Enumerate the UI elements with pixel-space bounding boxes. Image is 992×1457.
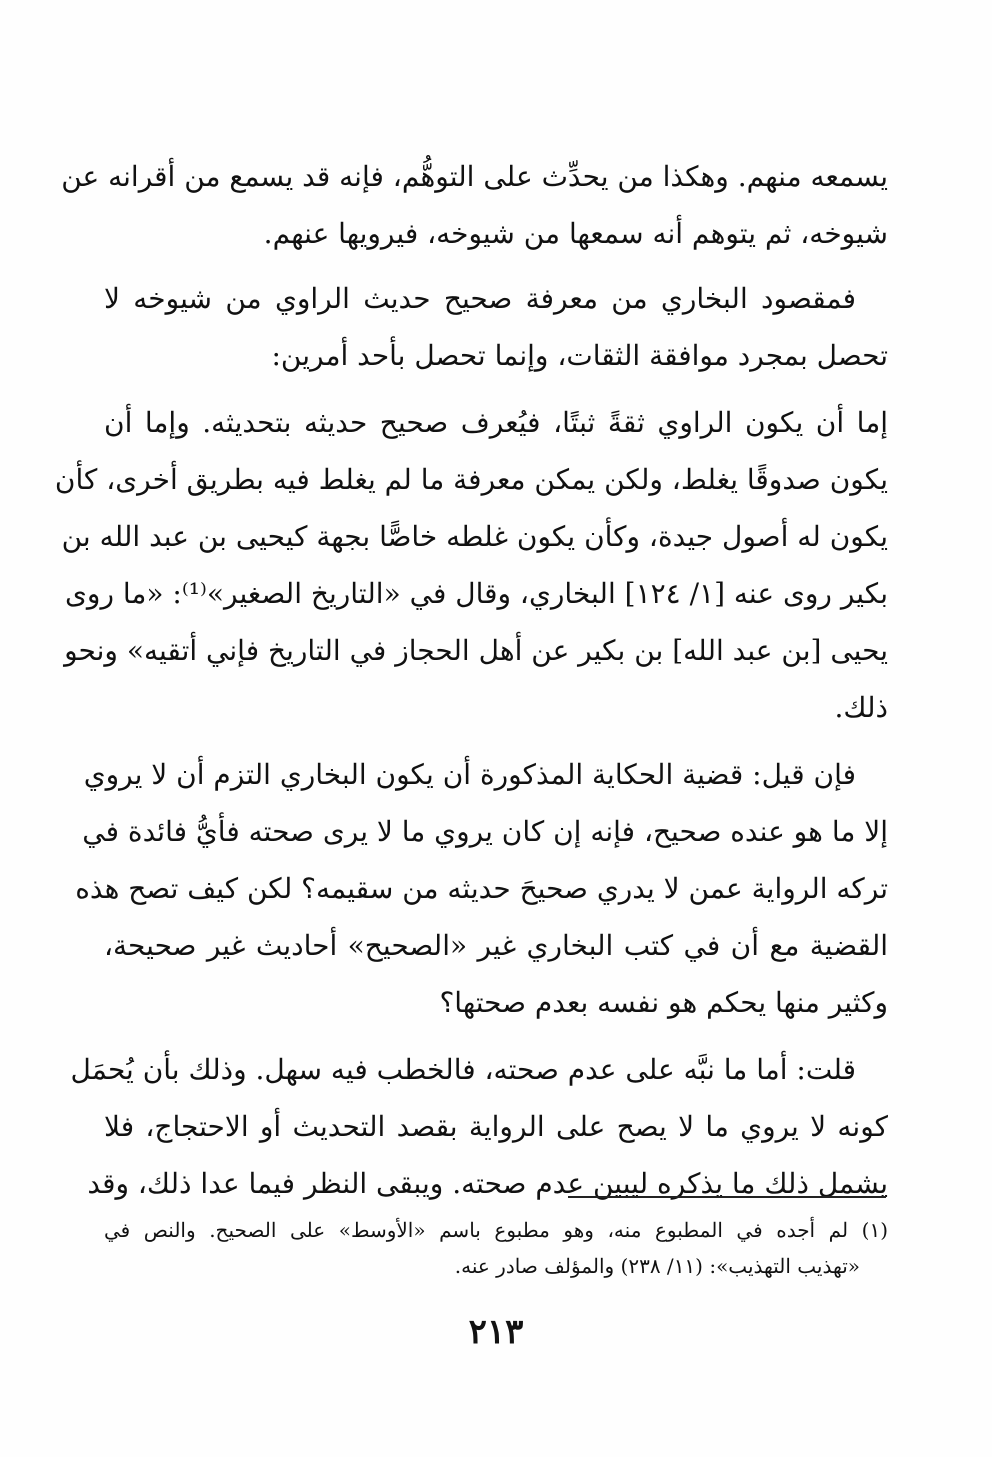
- text-line: تركه الرواية عمن لا يدري صحيحَ حديثه من سقيمه؟ لكن كيف تصح هذه: [75, 872, 888, 905]
- main-text: [54, 148, 888, 1212]
- text-line: يكون له أصول جيدة، وكأن يكون غلطه خاصًّا بجهة كيحيى بن عبد الله بن: [61, 520, 888, 553]
- paragraph-4: [75, 746, 888, 1031]
- text-line: تحصل بمجرد موافقة الثقات، وإنما تحصل بأحد أمرين:: [271, 339, 888, 372]
- paragraph-5: [70, 1041, 888, 1212]
- paragraph-3: [54, 394, 888, 736]
- text-line: كونه لا يروي ما لا يصح على الرواية بقصد التحديث أو الاحتجاج، فلا: [104, 1110, 888, 1143]
- text-line: إلا ما هو عنده صحيح، فإنه إن كان يروي ما لا يرى صحته فأيُّ فائدة في: [82, 815, 888, 848]
- text-line: فمقصود البخاري من معرفة صحيح حديث الراوي من شيوخه لا: [104, 282, 857, 315]
- text-line: يحيى [بن عبد الله] بن بكير عن أهل الحجاز في التاريخ فإني أتقيه» ونحو: [64, 634, 888, 667]
- text-line: قلت: أما ما نبَّه على عدم صحته، فالخطب فيه سهل. وذلك بأن يُحمَل: [70, 1053, 856, 1086]
- page-number: ٢١٣: [468, 1312, 524, 1352]
- text-line: بكير روى عنه [١/ ١٢٤] البخاري، وقال في «التاريخ الصغير»⁽¹⁾: «ما روى: [65, 577, 888, 610]
- footnote-separator: [568, 1196, 886, 1198]
- footnote: [104, 1212, 888, 1284]
- text-line: شيوخه، ثم يتوهم أنه سمعها من شيوخه، فيرويها عنهم.: [263, 217, 888, 250]
- text-line: يسمعه منهم. وهكذا من يحدِّث على التوهُّم، فإنه قد يسمع من أقرانه عن: [61, 160, 888, 193]
- paragraph-1: [61, 148, 888, 262]
- text-line: وكثير منها يحكم هو نفسه بعدم صحتها؟: [439, 986, 888, 1019]
- text-line: إما أن يكون الراوي ثقةً ثبتًا، فيُعرف صحيح حديثه بتحديثه. وإما أن: [104, 406, 888, 439]
- footnote-line: (١) لم أجده في المطبوع منه، وهو مطبوع باسم «الأوسط» على الصحيح. والنص في: [104, 1218, 888, 1242]
- text-line: يكون صدوقًا يغلط، ولكن يمكن معرفة ما لم يغلط فيه بطريق أخرى، كأن: [54, 463, 888, 496]
- text-line: يشمل ذلك ما يذكره ليبين عدم صحته. ويبقى النظر فيما عدا ذلك، وقد: [87, 1167, 888, 1200]
- text-line: القضية مع أن في كتب البخاري غير «الصحيح» أحاديث غير صحيحة،: [104, 929, 888, 962]
- text-line: فإن قيل: قضية الحكاية المذكورة أن يكون البخاري التزم أن لا يروي: [83, 758, 856, 791]
- text-line: ذلك.: [834, 691, 888, 724]
- paragraph-2: [104, 270, 888, 384]
- footnote-line: «تهذيب التهذيب»: (١١/ ٢٣٨) والمؤلف صادر عنه.: [454, 1254, 860, 1278]
